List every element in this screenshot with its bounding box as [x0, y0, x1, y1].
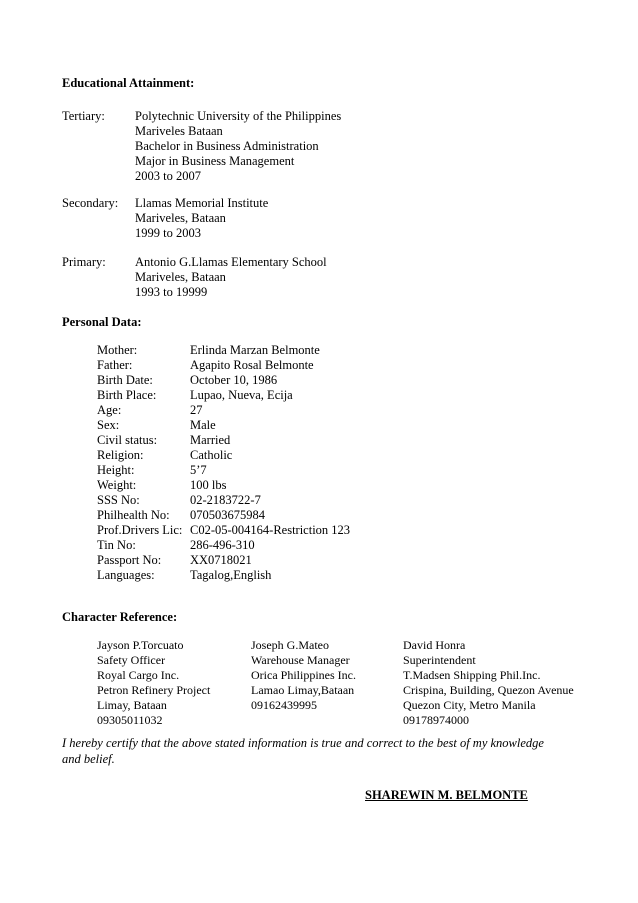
reference-line: Lamao Limay,Bataan: [251, 683, 355, 697]
education-line: 1993 to 19999: [135, 285, 208, 299]
personal-label: Birth Place:: [97, 388, 157, 402]
personal-value: 286-496-310: [190, 538, 255, 552]
education-line: Antonio G.Llamas Elementary School: [135, 255, 327, 269]
education-line: Bachelor in Business Administration: [135, 139, 319, 153]
education-line: Mariveles, Bataan: [135, 270, 226, 284]
personal-value: Married: [190, 433, 231, 447]
personal-value: Agapito Rosal Belmonte: [190, 358, 314, 372]
personal-label: Weight:: [97, 478, 137, 492]
personal-label: SSS No:: [97, 493, 140, 507]
character-reference-heading: Character Reference:: [62, 610, 178, 624]
reference-line: David Honra: [403, 638, 466, 652]
personal-value: October 10, 1986: [190, 373, 278, 387]
education-line: Polytechnic University of the Philippines: [135, 109, 342, 123]
reference-person-2: [251, 638, 356, 713]
personal-value: C02-05-004164-Restriction 123: [190, 523, 351, 537]
personal-data-heading: Personal Data:: [62, 315, 142, 329]
reference-person-1: [97, 638, 210, 728]
education-level-tertiary: Tertiary:: [62, 109, 105, 123]
personal-label: Age:: [97, 403, 122, 417]
personal-value: 070503675984: [190, 508, 265, 522]
personal-value: XX0718021: [190, 553, 252, 567]
personal-value: 100 lbs: [190, 478, 227, 492]
personal-label: Height:: [97, 463, 135, 477]
personal-label: Sex:: [97, 418, 120, 432]
education-details-tertiary: [135, 109, 341, 184]
reference-line: Limay, Bataan: [97, 698, 167, 712]
reference-line: Quezon City, Metro Manila: [403, 698, 536, 712]
education-line: Major in Business Management: [135, 154, 295, 168]
reference-line: Orica Philippines Inc.: [251, 668, 356, 682]
personal-value: Tagalog,English: [190, 568, 272, 582]
reference-line: Petron Refinery Project: [97, 683, 211, 697]
reference-line: 09178974000: [403, 713, 469, 727]
education-line: Llamas Memorial Institute: [135, 196, 269, 210]
personal-label: Prof.Drivers Lic:: [97, 523, 183, 537]
personal-label: Languages:: [97, 568, 155, 582]
personal-label: Religion:: [97, 448, 144, 462]
personal-label: Mother:: [97, 343, 138, 357]
personal-value: 27: [190, 403, 203, 417]
personal-value: Erlinda Marzan Belmonte: [190, 343, 320, 357]
personal-label: Passport No:: [97, 553, 162, 567]
education-line: 2003 to 2007: [135, 169, 201, 183]
reference-line: 09162439995: [251, 698, 317, 712]
personal-value: Catholic: [190, 448, 233, 462]
personal-value: Lupao, Nueva, Ecija: [190, 388, 293, 402]
personal-label: Tin No:: [97, 538, 136, 552]
reference-person-3: [403, 638, 574, 728]
reference-line: Crispina, Building, Quezon Avenue: [403, 683, 574, 697]
personal-value: Male: [190, 418, 216, 432]
personal-value: 02-2183722-7: [190, 493, 261, 507]
personal-label: Birth Date:: [97, 373, 153, 387]
certification-statement: I hereby certify that the above stated information is true and correct to the best of my knowledge and belief.: [62, 736, 544, 766]
education-heading: Educational Attainment:: [62, 76, 195, 90]
reference-line: Safety Officer: [97, 653, 166, 667]
personal-label: Civil status:: [97, 433, 158, 447]
education-level-primary: Primary:: [62, 255, 106, 269]
reference-line: Joseph G.Mateo: [251, 638, 329, 652]
personal-label: Philhealth No:: [97, 508, 170, 522]
reference-line: Royal Cargo Inc.: [97, 668, 180, 682]
reference-line: Warehouse Manager: [251, 653, 350, 667]
reference-line: 09305011032: [97, 713, 163, 727]
reference-line: Jayson P.Torcuato: [97, 638, 184, 652]
education-line: 1999 to 2003: [135, 226, 201, 240]
education-level-secondary: Secondary:: [62, 196, 119, 210]
education-details-secondary: [135, 196, 268, 241]
personal-value: 5’7: [190, 463, 207, 477]
education-line: Mariveles, Bataan: [135, 211, 226, 225]
education-details-primary: [135, 255, 327, 300]
personal-label: Father:: [97, 358, 133, 372]
reference-line: T.Madsen Shipping Phil.Inc.: [403, 668, 541, 682]
signature-name: SHAREWIN M. BELMONTE: [365, 788, 528, 802]
reference-line: Superintendent: [403, 653, 476, 667]
personal-data-table: [0, 343, 638, 583]
education-line: Mariveles Bataan: [135, 124, 223, 138]
